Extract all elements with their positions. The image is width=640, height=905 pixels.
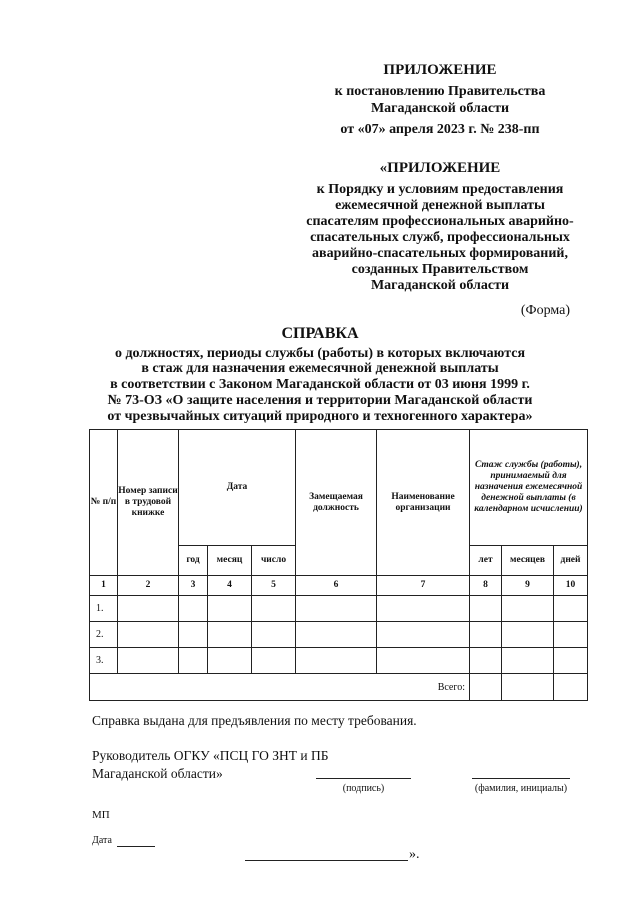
table-cell[interactable] <box>208 648 252 674</box>
header-date: Дата <box>179 430 296 546</box>
table-cell[interactable] <box>502 648 554 674</box>
date-label: Дата <box>92 835 112 846</box>
subtitle-line: о должностях, периоды службы (работы) в которых включаются <box>114 346 526 361</box>
table-cell[interactable] <box>179 622 208 648</box>
table-cell[interactable] <box>377 648 470 674</box>
table-cell[interactable] <box>296 622 377 648</box>
subtitle-line: в соответствии с Законом Магаданской области от 03 июня 1999 г. <box>110 377 530 392</box>
column-number: 10 <box>554 576 588 596</box>
table-cell[interactable] <box>118 622 179 648</box>
column-number: 4 <box>208 576 252 596</box>
header-months: месяцев <box>502 546 554 576</box>
table-cell[interactable] <box>179 648 208 674</box>
appendix-heading: ПРИЛОЖЕНИЕ <box>383 62 497 78</box>
date-line[interactable] <box>117 846 155 847</box>
header-days: дней <box>554 546 588 576</box>
table-cell[interactable] <box>296 648 377 674</box>
closing-quote: ». <box>409 847 420 862</box>
table-cell[interactable] <box>554 622 588 648</box>
table-row <box>90 648 588 674</box>
signature-line[interactable] <box>316 778 411 779</box>
header-record: Номер записи в трудовой книжке <box>118 430 179 576</box>
closing-line <box>245 860 408 861</box>
head-title-line: Руководитель ОГКУ «ПСЦ ГО ЗНТ и ПБ <box>92 748 329 763</box>
total-row <box>90 674 588 701</box>
table-cell[interactable] <box>502 622 554 648</box>
table-row <box>90 596 588 622</box>
row-number: 1. <box>90 596 118 622</box>
nested-appendix-heading: «ПРИЛОЖЕНИЕ <box>379 160 501 176</box>
appendix-date: от «07» апреля 2023 г. № 238-пп <box>340 122 540 137</box>
head-title-line: Магаданской области» <box>92 766 223 781</box>
name-caption: (фамилия, инициалы) <box>474 783 568 794</box>
table-cell[interactable] <box>470 622 502 648</box>
subtitle-line: № 73-ОЗ «О защите населения и территории Магаданской области <box>107 393 533 408</box>
appendix-line: Магаданской области <box>370 101 510 116</box>
nested-appendix-line: спасательных служб, профессиональных <box>310 230 570 245</box>
table-cell[interactable] <box>208 596 252 622</box>
nested-appendix-line: аварийно-спасательных формирований, <box>312 246 568 261</box>
table-cell[interactable] <box>252 596 296 622</box>
nested-appendix-line: к Порядку и условиям предоставления <box>316 182 564 197</box>
table-cell[interactable] <box>118 596 179 622</box>
nested-appendix-line: созданных Правительством <box>351 262 529 277</box>
column-number: 3 <box>179 576 208 596</box>
column-number: 8 <box>470 576 502 596</box>
total-months-cell[interactable] <box>502 674 554 701</box>
service-table <box>89 429 588 701</box>
table-cell[interactable] <box>252 622 296 648</box>
table-cell[interactable] <box>554 648 588 674</box>
total-years-cell[interactable] <box>470 674 502 701</box>
row-number: 2. <box>90 622 118 648</box>
document-title: СПРАВКА <box>281 325 359 342</box>
table-cell[interactable] <box>252 648 296 674</box>
table-cell[interactable] <box>377 596 470 622</box>
total-days-cell[interactable] <box>554 674 588 701</box>
table-cell[interactable] <box>470 648 502 674</box>
signature-caption: (подпись) <box>342 783 385 794</box>
nested-appendix-line: ежемесячной денежной выплаты <box>335 198 545 213</box>
table-cell[interactable] <box>554 596 588 622</box>
column-number: 7 <box>377 576 470 596</box>
column-number: 5 <box>252 576 296 596</box>
table-cell[interactable] <box>470 596 502 622</box>
subtitle-line: в стаж для назначения ежемесячной денежной выплаты <box>141 361 499 376</box>
subtitle-line: от чрезвычайных ситуаций природного и техногенного характера» <box>107 409 533 424</box>
column-number: 9 <box>502 576 554 596</box>
table-cell[interactable] <box>179 596 208 622</box>
header-years: лет <box>470 546 502 576</box>
nested-appendix-line: Магаданской области <box>370 278 510 293</box>
nested-appendix-line: спасателям профессиональных аварийно- <box>306 214 574 229</box>
name-line[interactable] <box>472 778 570 779</box>
column-number: 1 <box>90 576 118 596</box>
appendix-line: к постановлению Правительства <box>334 84 546 99</box>
table-cell[interactable] <box>377 622 470 648</box>
table-cell[interactable] <box>118 648 179 674</box>
header-position: Замещаемая должность <box>296 430 377 576</box>
row-number: 3. <box>90 648 118 674</box>
header-service-length: Стаж службы (работы), принимаемый для назначения ежемесячной денежной выплаты (в календарном исчислении) <box>470 430 588 546</box>
header-day: число <box>252 546 296 576</box>
header-year: год <box>179 546 208 576</box>
total-label: Всего: <box>90 674 470 701</box>
issued-note: Справка выдана для предъявления по месту требования. <box>92 713 417 728</box>
header-num: № п/п <box>90 430 118 576</box>
form-label: (Форма) <box>520 303 570 318</box>
table-cell[interactable] <box>502 596 554 622</box>
stamp-label: МП <box>92 809 110 821</box>
header-month: месяц <box>208 546 252 576</box>
column-number: 2 <box>118 576 179 596</box>
table-row <box>90 622 588 648</box>
table-cell[interactable] <box>208 622 252 648</box>
header-organization: Наименование организации <box>377 430 470 576</box>
column-number: 6 <box>296 576 377 596</box>
table-cell[interactable] <box>296 596 377 622</box>
